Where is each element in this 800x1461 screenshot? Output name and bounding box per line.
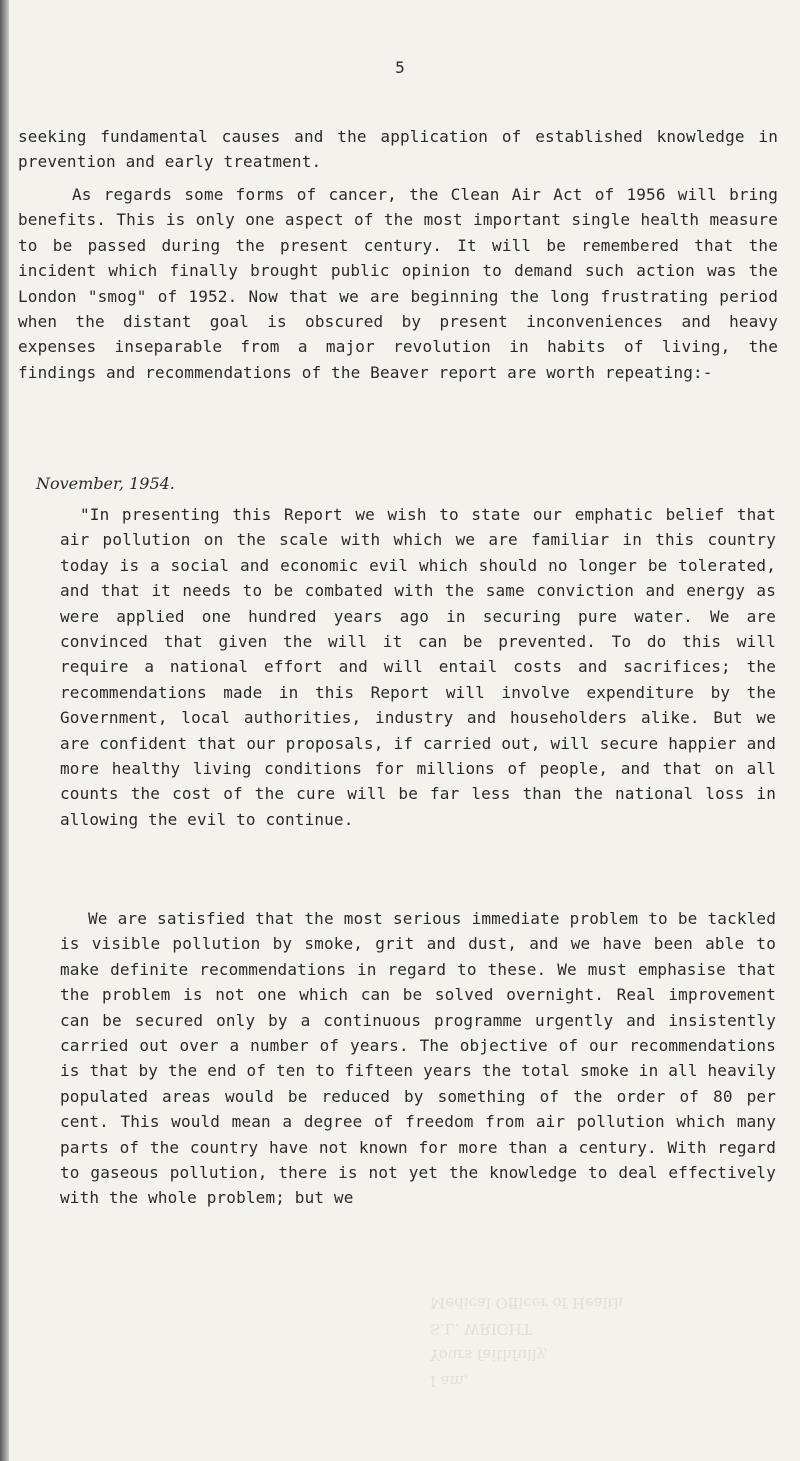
- show-through-line: S.L. WRIGHT: [430, 1320, 532, 1338]
- show-through-line: I am,: [430, 1372, 469, 1390]
- quote-paragraph-2: We are satisfied that the most serious immediate problem to be tackled is visible pollution by smoke, grit and dust, and we have been able to make definite recommendations in regard to these. We must emphasise that the problem is not one which can be solved overnight. Real improvement can be secured only by a continuous programme urgently and insistently carried out over a number of years. The objective of our recommendations is that by the end of ten to fifteen years the total smoke in all heavily populated areas would be reduced by something of the order of 80 per cent. This would mean a degree of freedom from air pollution which many parts of the country have not known for more than a century. With regard to gaseous pollution, there is not yet the knowledge to deal effectively with the whole problem; but we: [60, 909, 776, 1208]
- quote-date: November, 1954.: [36, 474, 175, 493]
- paragraph-clean-air-act: As regards some forms of cancer, the Clean Air Act of 1956 will bring benefits. This is only one aspect of the most important single health measure to be passed during the present century. It will be remembered that the incident which finally brought public opinion to demand such action was the London "smog" of 1952. Now that we are beginning the long frustrating period when the distant goal is obscured by present inconveniences and heavy expenses inseparable from a major revolution in habits of living, the findings and recommendations of the Beaver report are worth repeating:-: [18, 185, 778, 382]
- reverse-page-show-through: [430, 1290, 630, 1450]
- binding-edge: [0, 0, 9, 1461]
- page-number: 5: [395, 58, 405, 77]
- show-through-line: Medical Officer of Health: [430, 1294, 624, 1312]
- paragraph-continuation: seeking fundamental causes and the application of established knowledge in prevention and early treatment.: [18, 127, 778, 172]
- show-through-line: Yours faithfully,: [430, 1346, 548, 1364]
- quote-paragraph-1: "In presenting this Report we wish to state our emphatic belief that air pollution on the scale with which we are familiar in this country today is a social and economic evil which should no longer be tolerated, and that it needs to be combated with the same conviction and energy as were applied one hundred years ago in securing pure water. We are convinced that given the will it can be prevented. To do this will require a national effort and will entail costs and sacrifices; the recommendations made in this Report will involve expenditure by the Government, local authorities, industry and householders alike. But we are confident that our proposals, if carried out, will secure happier and more healthy living conditions for millions of people, and that on all counts the cost of the cure will be far less than the national loss in allowing the evil to continue.: [60, 505, 776, 829]
